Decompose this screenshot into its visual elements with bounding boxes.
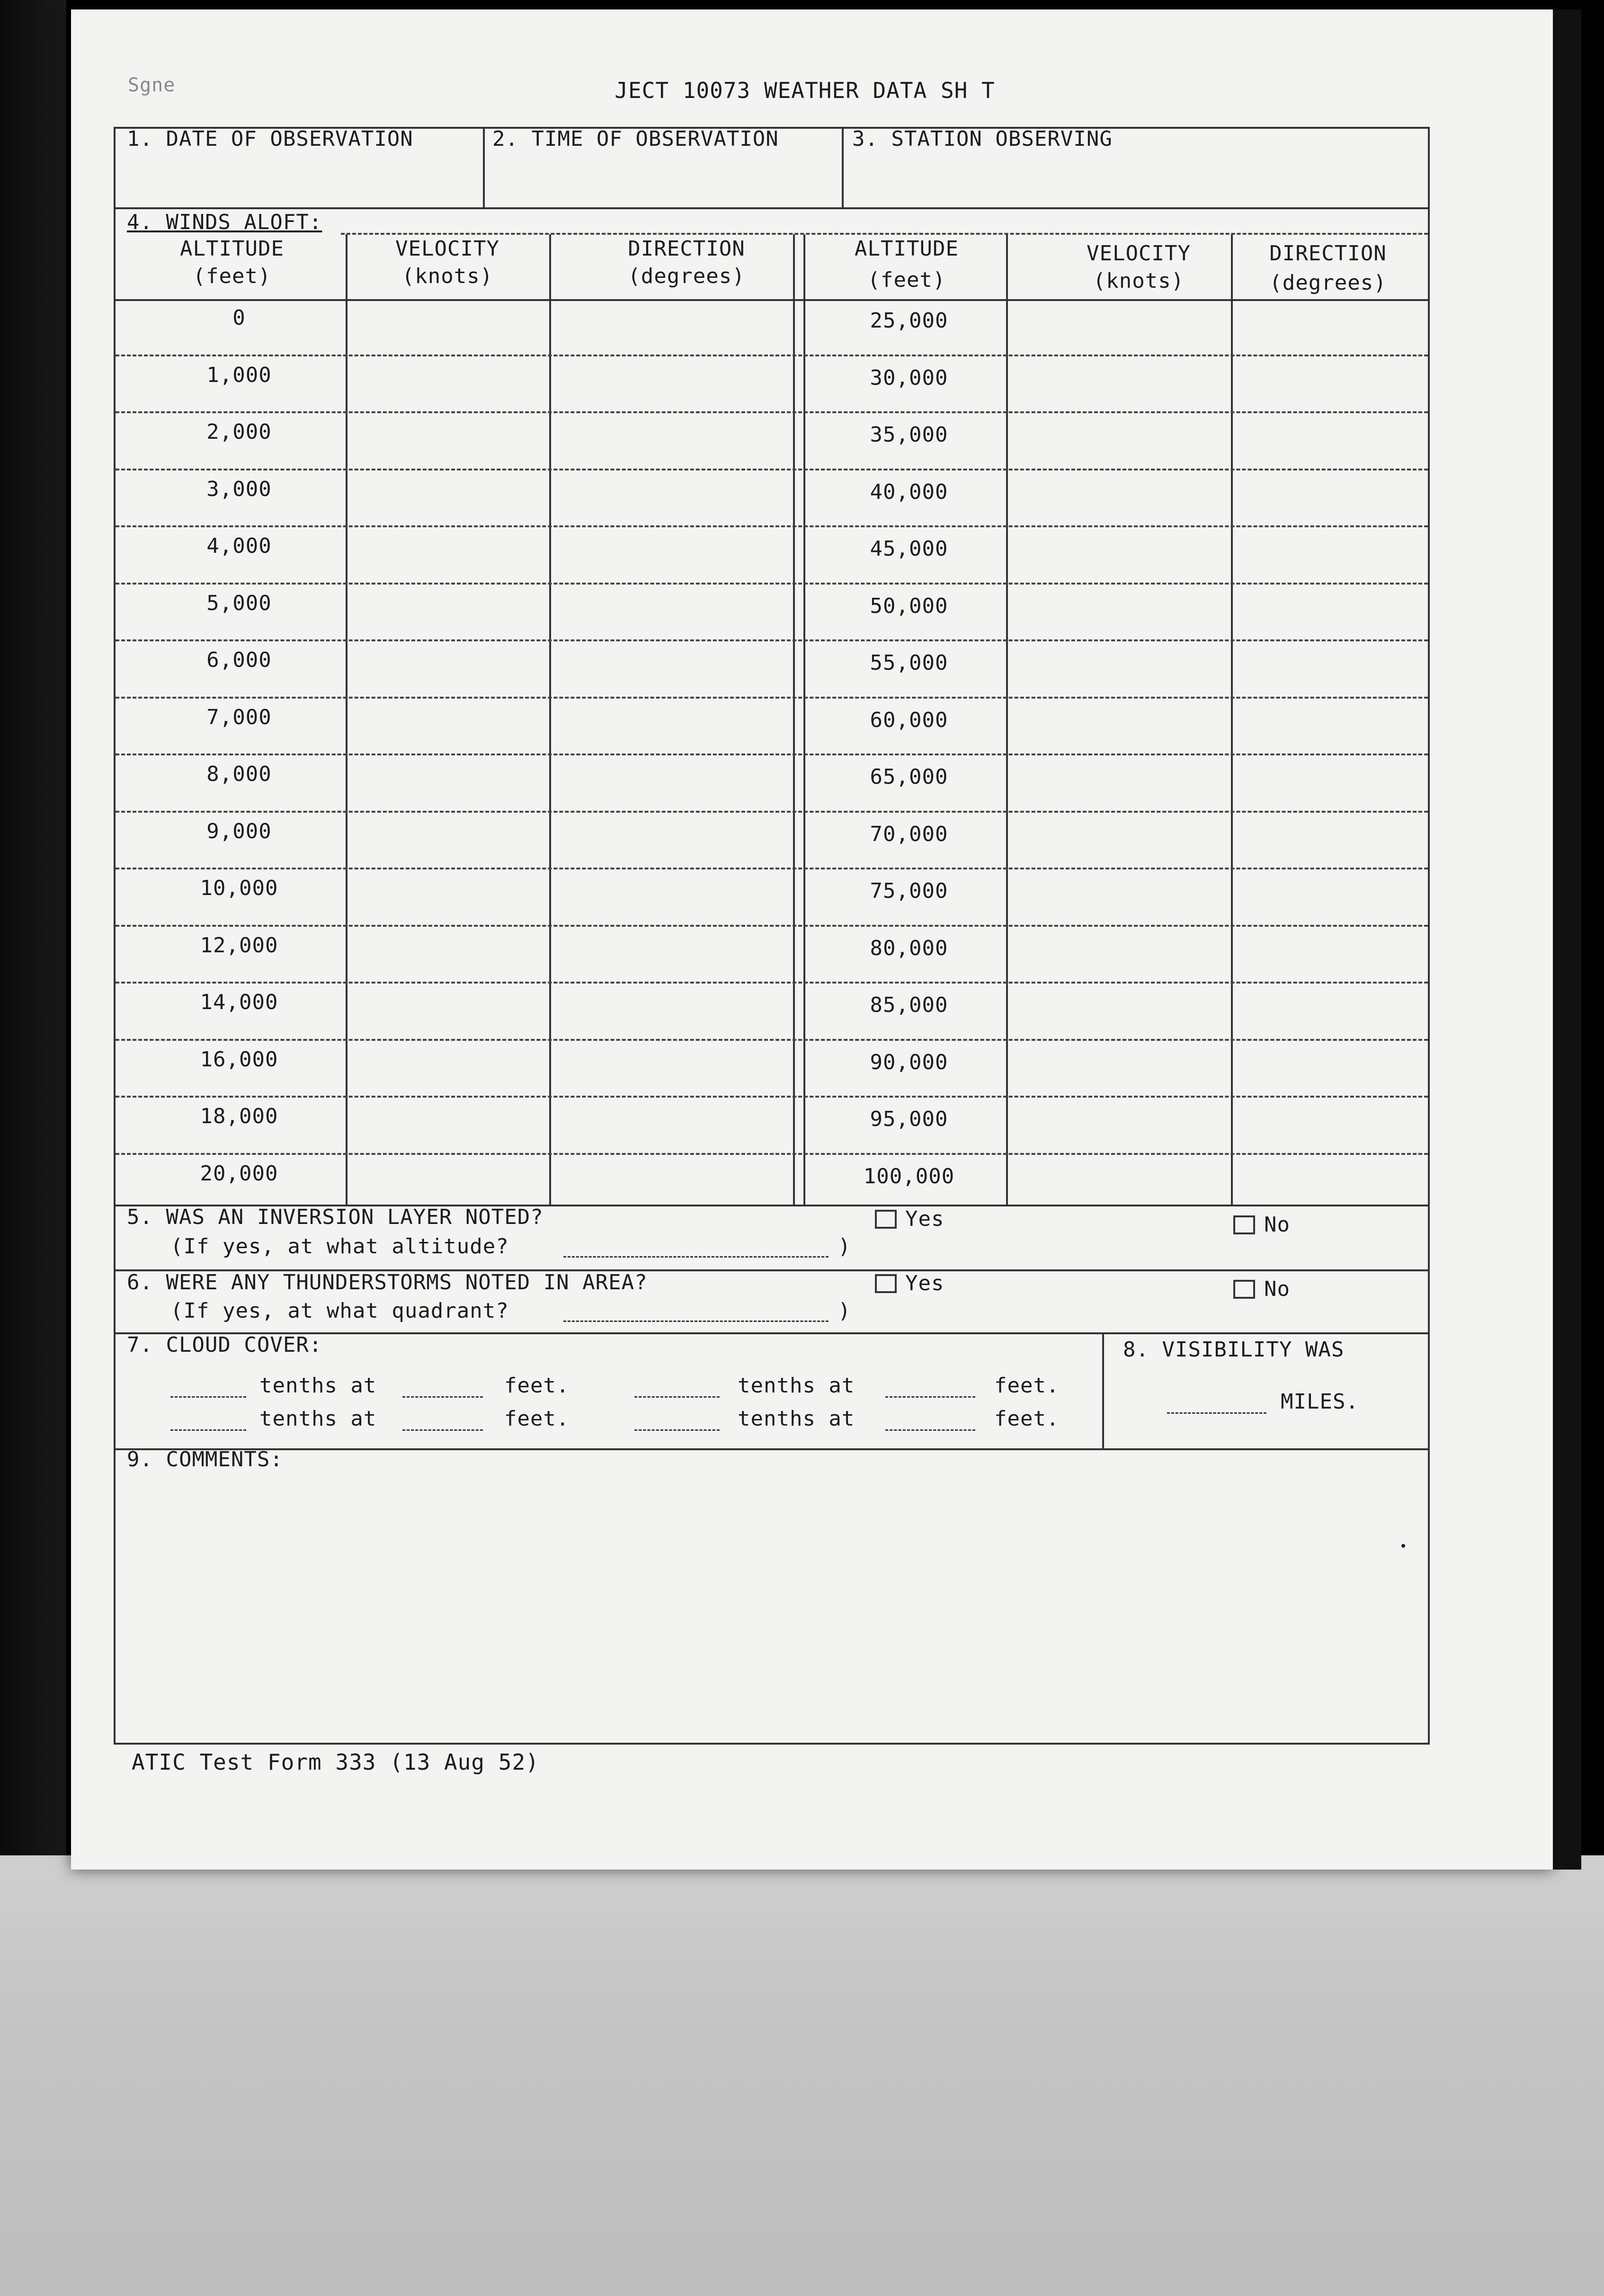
thunderstorms-yes-label: Yes [905,1271,945,1295]
altitude-left-row-2: 2,000 [206,420,272,444]
altitude-left-row-9: 9,000 [206,819,272,843]
inversion-no-label: No [1264,1213,1290,1237]
rule-winds-dashed [341,233,1428,235]
col-velocity-left: VELOCITY [395,237,499,261]
altitude-left-row-4: 4,000 [206,534,272,558]
cloud-tenths-at-3: tenths at [259,1407,377,1431]
altitude-right-row-11: 80,000 [870,936,948,960]
col-altitude-right-unit: (feet) [867,268,946,292]
cloud-tenths-blank-4[interactable] [634,1429,720,1431]
col-direction-left-unit: (degrees) [628,264,745,288]
rule-row-0 [116,355,1428,356]
altitude-left-row-13: 16,000 [200,1047,278,1072]
col-velocity-right: VELOCITY [1087,241,1191,266]
scan-border-right [1553,9,1581,1870]
altitude-right-row-13: 90,000 [870,1050,948,1074]
visibility-heading: 8. VISIBILITY WAS [1123,1338,1345,1362]
rule-row-14 [116,1153,1428,1155]
rule-row-2 [116,469,1428,470]
time-of-observation-label: 2. TIME OF OBSERVATION [492,127,779,151]
altitude-right-row-8: 65,000 [870,765,948,789]
altitude-left-row-3: 3,000 [206,477,272,501]
inversion-question: 5. WAS AN INVERSION LAYER NOTED? [127,1205,544,1229]
winds-aloft-heading: 4. WINDS ALOFT: [127,210,322,234]
altitude-left-row-6: 6,000 [206,648,272,672]
form-title: JECT 10073 WEATHER DATA SH T [615,78,995,103]
scan-border-left [0,0,66,1874]
cloud-tenths-blank-1[interactable] [170,1396,246,1398]
inversion-altitude-blank[interactable] [563,1256,829,1258]
altitude-right-row-7: 60,000 [870,708,948,732]
margin-scribble: Sgne [128,74,176,96]
comments-area[interactable] [118,1477,1425,1742]
altitude-left-row-12: 14,000 [200,990,278,1014]
cloud-tenths-blank-3[interactable] [170,1429,246,1431]
altitude-right-row-2: 35,000 [870,423,948,447]
rule-row-12 [116,1039,1428,1041]
rule-row-9 [116,868,1428,869]
thunderstorms-yes-checkbox[interactable] [875,1274,897,1293]
altitude-left-row-10: 10,000 [200,876,278,900]
rule-row-5 [116,639,1428,641]
comments-heading: 9. COMMENTS: [127,1447,283,1472]
altitude-right-row-3: 40,000 [870,479,948,504]
rule-col-5 [1231,234,1233,1205]
altitude-left-row-8: 8,000 [206,762,272,786]
altitude-left-row-11: 12,000 [200,933,278,957]
visibility-unit: MILES. [1281,1390,1359,1414]
visibility-miles-blank[interactable] [1167,1412,1266,1414]
ink-speck [1401,1544,1405,1548]
col-velocity-right-unit: (knots) [1093,269,1185,293]
col-altitude-right: ALTITUDE [855,237,959,261]
col-direction-right: DIRECTION [1269,241,1387,266]
cloud-feet-blank-2[interactable] [885,1396,975,1398]
scan-backdrop [0,1855,1604,2296]
col-altitude-left: ALTITUDE [180,237,284,261]
thunderstorms-no-checkbox[interactable] [1233,1280,1255,1299]
rule-row-1 [116,411,1428,413]
altitude-right-row-12: 85,000 [870,993,948,1017]
col-direction-right-unit: (degrees) [1269,271,1387,295]
rule-row-10 [116,925,1428,927]
altitude-right-row-6: 55,000 [870,651,948,675]
altitude-left-row-14: 18,000 [200,1104,278,1128]
form-identifier: ATIC Test Form 333 (13 Aug 52) [132,1749,539,1775]
cloud-feet-blank-4[interactable] [885,1429,975,1431]
inversion-close-paren: ) [838,1234,851,1259]
rule-col-4 [1006,234,1008,1205]
rule-top-divider-2 [842,127,844,207]
altitude-right-row-4: 45,000 [870,537,948,561]
rule-winds-header-bottom [114,299,1428,301]
altitude-right-row-10: 75,000 [870,879,948,903]
rule-col-3b [803,234,805,1205]
altitude-left-row-0: 0 [232,306,246,330]
rule-top-fields-bottom [114,207,1430,209]
rule-top-divider-1 [483,127,485,207]
rule-visibility-divider [1102,1332,1104,1448]
rule-col-3a [793,234,795,1205]
rule-col-1 [346,234,348,1205]
rule-section-9-top [114,1448,1430,1450]
col-direction-left: DIRECTION [628,237,745,261]
altitude-right-row-15: 100,000 [863,1164,955,1188]
thunderstorms-question: 6. WERE ANY THUNDERSTORMS NOTED IN AREA? [127,1270,648,1294]
cloud-cover-heading: 7. CLOUD COVER: [127,1333,322,1357]
col-altitude-left-unit: (feet) [193,264,271,288]
thunderstorms-quadrant-blank[interactable] [563,1321,829,1322]
altitude-left-row-15: 20,000 [200,1161,278,1186]
cloud-tenths-at-2: tenths at [738,1374,855,1398]
altitude-left-row-1: 1,000 [206,363,272,387]
cloud-tenths-at-4: tenths at [738,1407,855,1431]
rule-row-13 [116,1096,1428,1098]
rule-col-2 [549,234,551,1205]
rule-right-border [1428,127,1430,1745]
cloud-feet-4: feet. [994,1407,1060,1431]
altitude-right-row-9: 70,000 [870,822,948,846]
cloud-feet-3: feet. [504,1407,570,1431]
rule-row-3 [116,525,1428,527]
cloud-tenths-blank-2[interactable] [634,1396,720,1398]
date-of-observation-label: 1. DATE OF OBSERVATION [127,127,413,151]
rule-row-6 [116,697,1428,699]
inversion-yes-label: Yes [905,1207,945,1231]
thunderstorms-close-paren: ) [838,1299,851,1323]
station-observing-label: 3. STATION OBSERVING [852,127,1113,151]
rule-row-4 [116,583,1428,585]
cloud-feet-2: feet. [994,1374,1060,1398]
thunderstorms-no-label: No [1264,1277,1290,1301]
cloud-tenths-at-1: tenths at [259,1374,377,1398]
rule-row-7 [116,754,1428,755]
inversion-followup: (If yes, at what altitude? [170,1234,509,1259]
rule-row-8 [116,811,1428,813]
cloud-feet-1: feet. [504,1374,570,1398]
altitude-left-row-7: 7,000 [206,705,272,729]
altitude-right-row-5: 50,000 [870,594,948,618]
thunderstorms-followup: (If yes, at what quadrant? [170,1299,509,1323]
inversion-no-checkbox[interactable] [1233,1215,1255,1234]
altitude-right-row-1: 30,000 [870,365,948,390]
rule-bottom [114,1743,1430,1745]
inversion-yes-checkbox[interactable] [875,1210,897,1229]
cloud-feet-blank-3[interactable] [402,1429,483,1431]
rule-row-11 [116,982,1428,984]
rule-left-border [114,127,116,1745]
altitude-right-row-0: 25,000 [870,309,948,333]
altitude-right-row-14: 95,000 [870,1107,948,1131]
cloud-feet-blank-1[interactable] [402,1396,483,1398]
altitude-left-row-5: 5,000 [206,591,272,615]
col-velocity-left-unit: (knots) [401,264,493,288]
